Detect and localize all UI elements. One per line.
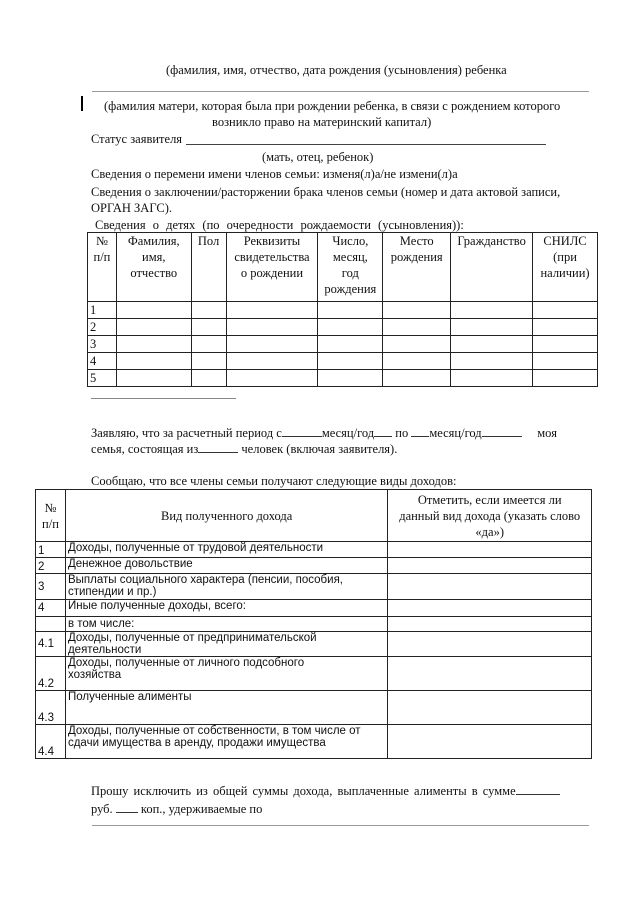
table-row: [36, 542, 592, 558]
income-type: Полученные алименты: [65, 691, 387, 725]
income-header-mark: Отметить, если имеется ли данный вид дохода (указать слово «да»): [388, 490, 592, 542]
row-number: 5: [88, 370, 117, 387]
children-table: [87, 232, 598, 387]
income-table-header: [36, 490, 592, 542]
income-table: [35, 489, 592, 759]
income-num: 4: [36, 600, 66, 617]
income-num: 2: [36, 558, 66, 574]
children-table-header: [88, 233, 598, 302]
header-certificate: Реквизиты свидетельства о рождении: [226, 233, 318, 302]
income-header-num: № п/п: [36, 490, 66, 542]
mother-caption-line-2: возникло право на материнский капитал): [212, 115, 432, 129]
table-row: [36, 574, 592, 600]
header-num: № п/п: [88, 233, 117, 302]
income-mark-cell[interactable]: [388, 574, 592, 600]
alimony-kop-field[interactable]: [116, 800, 138, 813]
status-label: Статус заявителя: [91, 132, 183, 146]
table-row: [88, 302, 598, 319]
income-type: Доходы, полученные от собственности, в том числе от сдачи имущества в аренду, продажи имущества: [65, 725, 387, 759]
income-mark-cell[interactable]: [388, 542, 592, 558]
family-size-field[interactable]: [198, 440, 238, 453]
header-sex: Пол: [191, 233, 226, 302]
table-row: [88, 370, 598, 387]
table-end-line: [91, 398, 236, 399]
period-end-year-field[interactable]: [482, 424, 522, 437]
income-num: 3: [36, 574, 66, 600]
row-number: 1: [88, 302, 117, 319]
declaration-line-2: семья, состоящая из человек (включая заявителя).: [91, 442, 398, 456]
table-row: [36, 558, 592, 574]
row-number: 4: [88, 353, 117, 370]
header-citizenship: Гражданство: [451, 233, 533, 302]
alimony-line-1: Прошу исключить из общей суммы дохода, выплаченные алименты в сумме: [91, 782, 560, 799]
marriage-info-line-2: ОРГАН ЗАГС).: [91, 201, 172, 215]
income-num: 4.4: [36, 725, 66, 759]
income-mark-cell[interactable]: [388, 657, 592, 691]
table-row: [88, 336, 598, 353]
period-end-field[interactable]: [411, 424, 429, 437]
table-row: [36, 617, 592, 632]
name-change-info: Сведения о перемени имени членов семьи: изменя(л)а/не измени(л)а: [91, 167, 458, 181]
declaration-line-1: Заявляю, что за расчетный период с месяц/год по месяц/год моя: [91, 426, 557, 440]
child-caption: (фамилия, имя, отчество, дата рождения (усыновления) ребенка: [166, 63, 507, 77]
income-num: [36, 617, 66, 632]
alimony-sum-field[interactable]: [516, 782, 560, 795]
mother-caption-line-1: (фамилия матери, которая была при рождении ребенка, в связи с рождением которого: [104, 99, 561, 113]
income-mark-cell[interactable]: [388, 632, 592, 657]
income-type: Денежное довольствие: [65, 558, 387, 574]
income-type: Доходы, полученные от трудовой деятельности: [65, 542, 387, 558]
period-start-year-field[interactable]: [374, 424, 392, 437]
text-cursor: [81, 96, 83, 111]
header-fullname: Фамилия, имя, отчество: [116, 233, 191, 302]
mother-name-line: [92, 91, 589, 92]
period-start-field[interactable]: [282, 424, 322, 437]
alimony-basis-line[interactable]: [92, 825, 589, 826]
table-row: [36, 657, 592, 691]
income-type: в том числе:: [65, 617, 387, 632]
status-hint: (мать, отец, ребенок): [262, 150, 374, 164]
table-row: [88, 353, 598, 370]
header-snils: СНИЛС (при наличии): [533, 233, 598, 302]
table-row: [36, 632, 592, 657]
income-intro: Сообщаю, что все члены семьи получают следующие виды доходов:: [91, 474, 457, 488]
table-row: [88, 319, 598, 336]
income-type: Выплаты социального характера (пенсии, пособия, стипендии и пр.): [65, 574, 387, 600]
income-mark-cell[interactable]: [388, 691, 592, 725]
header-birthdate: Число, месяц, год рождения: [318, 233, 383, 302]
income-header-type: Вид полученного дохода: [65, 490, 387, 542]
alimony-line-2: руб. коп., удерживаемые по: [91, 802, 263, 816]
income-num: 4.3: [36, 691, 66, 725]
marriage-info-line-1: Сведения о заключении/расторжении брака членов семьи (номер и дата актовой записи,: [91, 185, 561, 199]
status-field[interactable]: [186, 144, 546, 145]
income-type: Иные полученные доходы, всего:: [65, 600, 387, 617]
income-type: Доходы, полученные от личного подсобного хозяйства: [65, 657, 387, 691]
income-num: 4.1: [36, 632, 66, 657]
income-mark-cell[interactable]: [388, 558, 592, 574]
row-number: 2: [88, 319, 117, 336]
row-number: 3: [88, 336, 117, 353]
table-row: [36, 600, 592, 617]
income-num: 1: [36, 542, 66, 558]
income-mark-cell[interactable]: [388, 600, 592, 617]
income-mark-cell[interactable]: [388, 617, 592, 632]
header-birthplace: Место рождения: [383, 233, 451, 302]
children-intro: Сведения о детях (по очередности рождаемости (усыновления)):: [95, 218, 464, 232]
table-row: [36, 725, 592, 759]
income-num: 4.2: [36, 657, 66, 691]
income-type: Доходы, полученные от предпринимательской деятельности: [65, 632, 387, 657]
table-row: [36, 691, 592, 725]
income-mark-cell[interactable]: [388, 725, 592, 759]
